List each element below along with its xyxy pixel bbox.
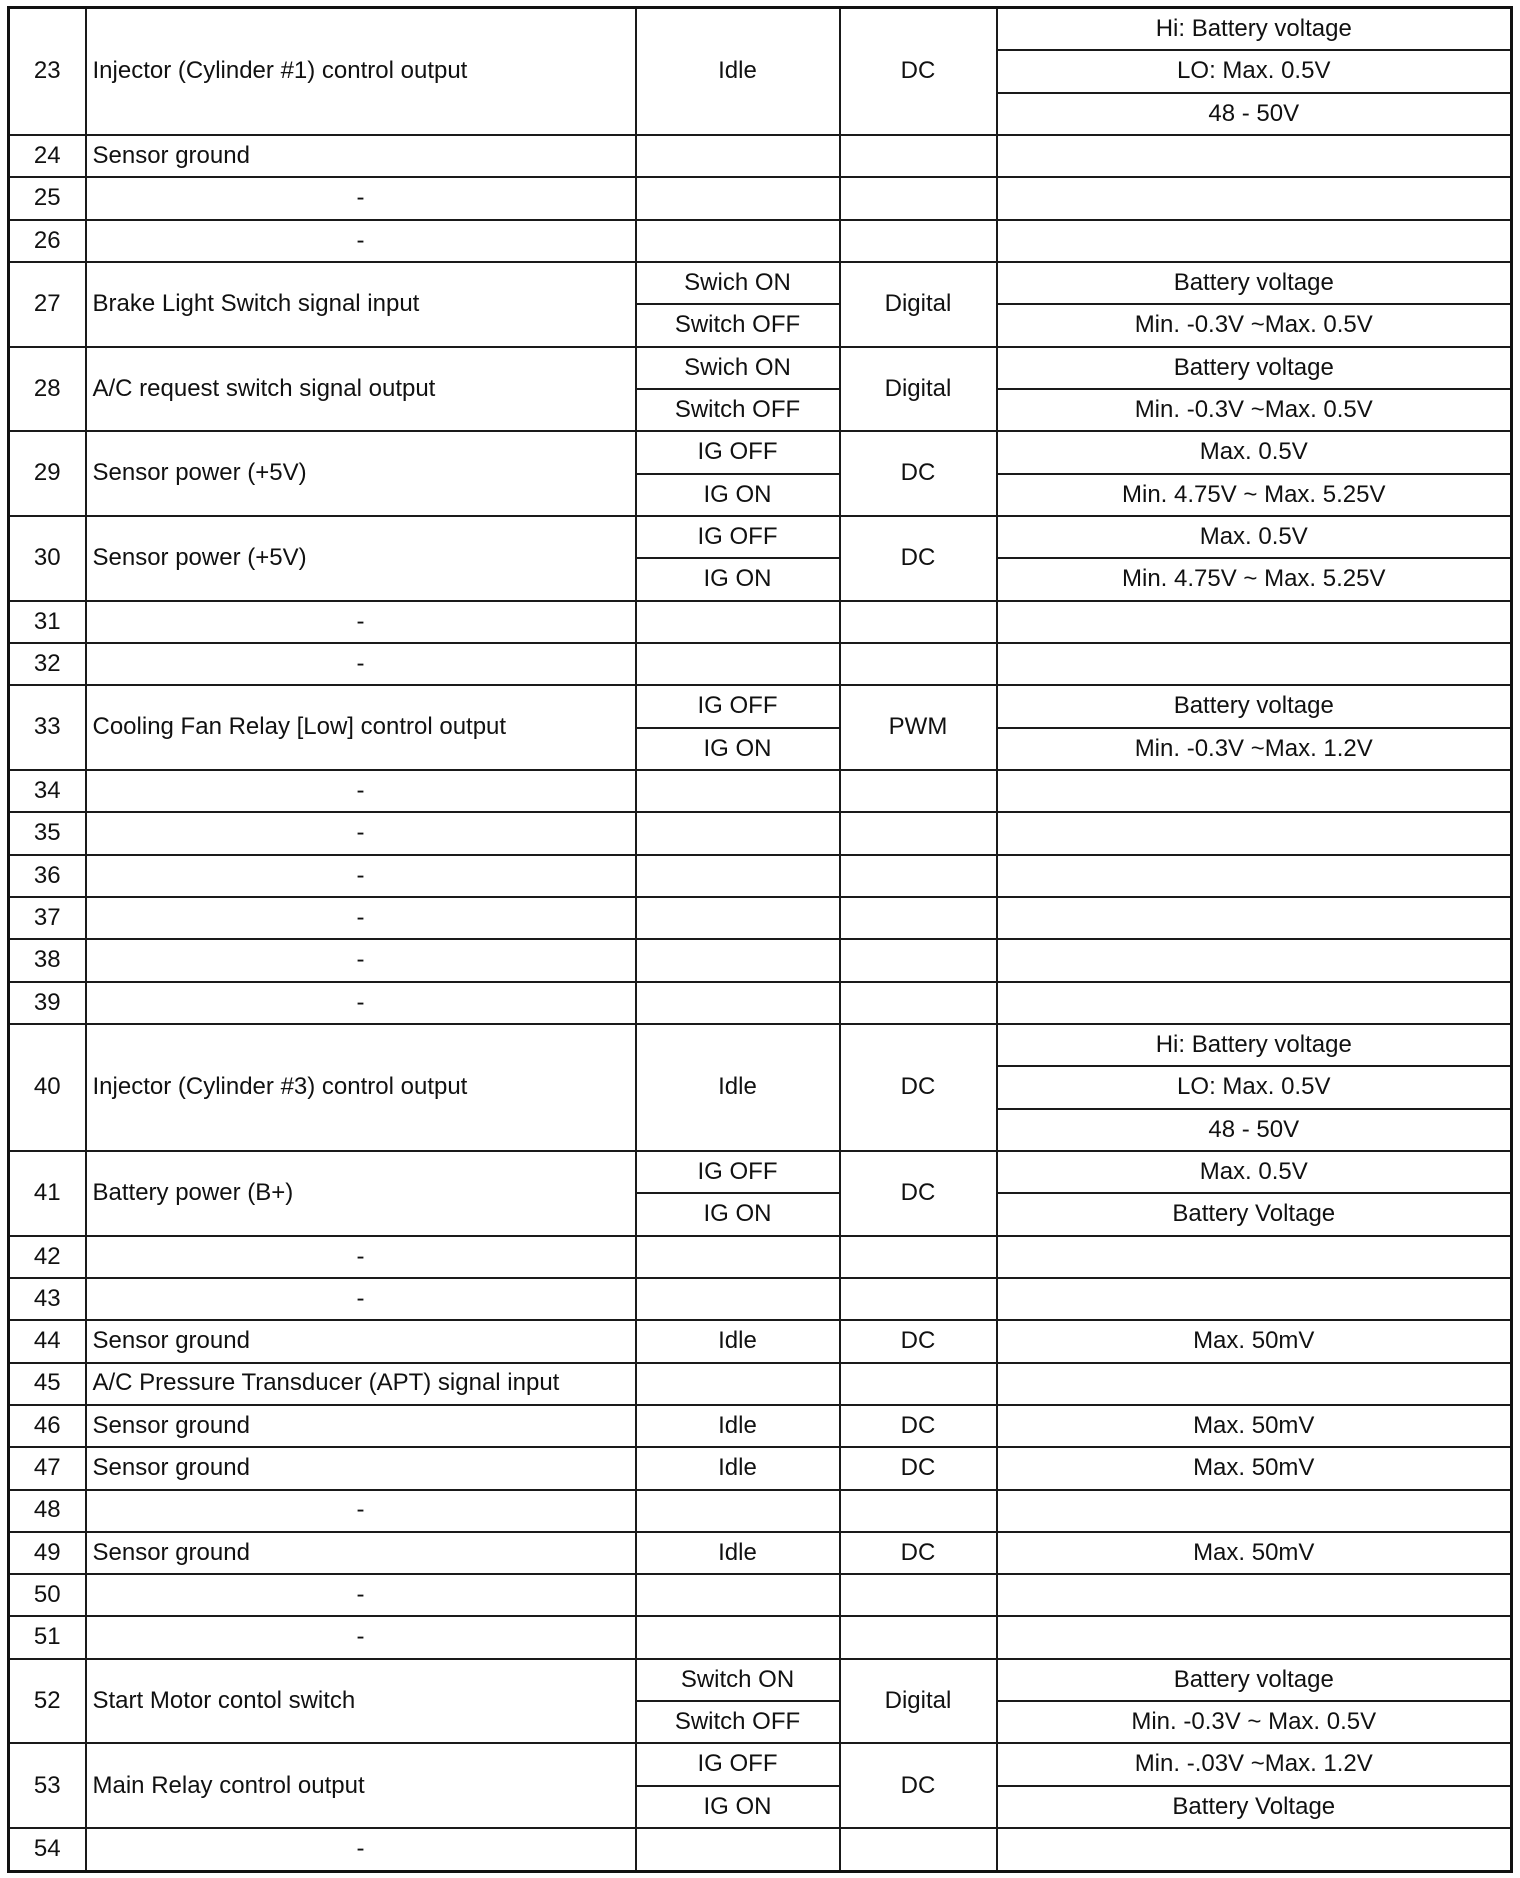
pin-level [997,1616,1512,1658]
pin-signal-type: Digital [840,347,997,432]
pin-number: 47 [9,1447,86,1489]
pin-number: 32 [9,643,86,685]
pin-description: - [86,1490,636,1532]
table-row [9,1024,1512,1066]
table-row [9,685,1512,727]
pin-level [997,982,1512,1024]
pin-signal-type [840,812,997,854]
pin-description: - [86,1574,636,1616]
pin-level: 48 - 50V [997,1109,1512,1151]
pin-description: Brake Light Switch signal input [86,262,636,347]
pin-condition: Switch OFF [636,304,840,346]
pin-signal-type: DC [840,1743,997,1828]
pin-condition [636,855,840,897]
pin-signal-type [840,1236,997,1278]
pin-condition: IG OFF [636,516,840,558]
table-row [9,1659,1512,1701]
pin-signal-type: DC [840,1447,997,1489]
table-row [9,1574,1512,1616]
table-row [9,982,1512,1024]
pin-description: - [86,220,636,262]
pin-level [997,812,1512,854]
pin-level [997,1828,1512,1871]
pin-number: 53 [9,1743,86,1828]
pin-level: Battery voltage [997,262,1512,304]
pin-description: - [86,601,636,643]
pin-condition: IG OFF [636,431,840,473]
pin-level [997,855,1512,897]
pin-signal-type [840,135,997,177]
pin-number: 27 [9,262,86,347]
pin-condition [636,982,840,1024]
pin-condition [636,812,840,854]
pin-level: Hi: Battery voltage [997,8,1512,51]
pin-number: 39 [9,982,86,1024]
pin-level: Max. 0.5V [997,516,1512,558]
pin-condition [636,1490,840,1532]
pin-signal-type [840,1616,997,1658]
pin-condition [636,220,840,262]
pin-level [997,177,1512,219]
pin-condition: IG OFF [636,1743,840,1785]
pin-level: Max. 50mV [997,1320,1512,1362]
pin-number: 44 [9,1320,86,1362]
pin-number: 26 [9,220,86,262]
pin-condition: Idle [636,1320,840,1362]
pin-level: 48 - 50V [997,93,1512,135]
pin-level [997,220,1512,262]
table-row [9,1405,1512,1447]
pin-signal-type: DC [840,1024,997,1151]
pin-number: 30 [9,516,86,601]
pin-number: 25 [9,177,86,219]
pin-description: Sensor ground [86,1320,636,1362]
pin-number: 37 [9,897,86,939]
pin-level [997,1363,1512,1405]
pin-number: 28 [9,347,86,432]
pin-description: A/C Pressure Transducer (APT) signal input [86,1363,636,1405]
table-row [9,1616,1512,1658]
pin-level: Max. 50mV [997,1447,1512,1489]
pin-condition [636,1278,840,1320]
pin-level: Max. 50mV [997,1405,1512,1447]
pin-level: Min. -0.3V ~ Max. 0.5V [997,1701,1512,1743]
pin-level [997,643,1512,685]
pin-number: 48 [9,1490,86,1532]
pin-signal-type: DC [840,1532,997,1574]
table-row [9,262,1512,304]
pin-number: 42 [9,1236,86,1278]
pin-number: 46 [9,1405,86,1447]
pin-condition: IG OFF [636,685,840,727]
pin-description: Sensor power (+5V) [86,431,636,516]
table-row [9,1236,1512,1278]
pin-condition: Idle [636,1447,840,1489]
table-row [9,1743,1512,1785]
table-row [9,1532,1512,1574]
pin-signal-type [840,939,997,981]
pin-description: Injector (Cylinder #1) control output [86,8,636,136]
pin-level [997,897,1512,939]
pin-number: 36 [9,855,86,897]
table-row [9,897,1512,939]
pin-description: Injector (Cylinder #3) control output [86,1024,636,1151]
pin-number: 38 [9,939,86,981]
pin-level: LO: Max. 0.5V [997,50,1512,92]
pin-signal-type [840,982,997,1024]
table-row [9,1151,1512,1193]
pin-signal-type: DC [840,1151,997,1236]
table-row [9,939,1512,981]
pin-condition [636,177,840,219]
pin-number: 54 [9,1828,86,1871]
pin-description: Battery power (B+) [86,1151,636,1236]
pin-condition [636,643,840,685]
pin-description: Sensor ground [86,1532,636,1574]
pin-signal-type [840,770,997,812]
pin-number: 24 [9,135,86,177]
pin-signal-type [840,1828,997,1871]
pin-level: Min. -.03V ~Max. 1.2V [997,1743,1512,1785]
pin-signal-type [840,1574,997,1616]
pin-condition: Idle [636,1532,840,1574]
pin-description: - [86,177,636,219]
table-row [9,1447,1512,1489]
pin-number: 33 [9,685,86,770]
pin-condition: IG ON [636,728,840,770]
table-row [9,1828,1512,1871]
pin-signal-type: Digital [840,1659,997,1744]
pin-number: 49 [9,1532,86,1574]
pin-number: 51 [9,1616,86,1658]
pin-level: Battery Voltage [997,1786,1512,1828]
pin-condition [636,770,840,812]
table-row [9,177,1512,219]
pin-number: 45 [9,1363,86,1405]
pin-signal-type: DC [840,1405,997,1447]
pin-condition: Idle [636,8,840,136]
pin-description: Sensor ground [86,135,636,177]
pin-description: Cooling Fan Relay [Low] control output [86,685,636,770]
pin-level [997,1236,1512,1278]
pin-level: Min. -0.3V ~Max. 0.5V [997,389,1512,431]
pin-level: Battery voltage [997,347,1512,389]
pin-condition: IG ON [636,1786,840,1828]
pin-level: LO: Max. 0.5V [997,1066,1512,1108]
pin-signal-type: DC [840,8,997,136]
table-row [9,8,1512,51]
pin-level [997,1574,1512,1616]
pin-signal-type [840,643,997,685]
pin-signal-type [840,601,997,643]
pin-signal-type [840,855,997,897]
table-row [9,1278,1512,1320]
pin-condition: IG ON [636,558,840,600]
pin-signal-type: Digital [840,262,997,347]
pin-condition: IG ON [636,1193,840,1235]
pin-level: Max. 0.5V [997,431,1512,473]
pin-level: Min. -0.3V ~Max. 0.5V [997,304,1512,346]
pin-condition [636,1616,840,1658]
pin-signal-type: DC [840,1320,997,1362]
pin-signal-type [840,897,997,939]
pin-signal-type: DC [840,431,997,516]
pin-condition: Switch OFF [636,389,840,431]
pin-description: Sensor power (+5V) [86,516,636,601]
table-row [9,1320,1512,1362]
pin-description: A/C request switch signal output [86,347,636,432]
pin-description: - [86,897,636,939]
pin-level: Min. -0.3V ~Max. 1.2V [997,728,1512,770]
pin-condition: Swich ON [636,347,840,389]
pin-description: Sensor ground [86,1447,636,1489]
pin-signal-type [840,1363,997,1405]
pin-condition: Swich ON [636,262,840,304]
pin-signal-type [840,220,997,262]
pin-signal-type [840,1490,997,1532]
table-row [9,135,1512,177]
pin-level: Min. 4.75V ~ Max. 5.25V [997,558,1512,600]
pin-level [997,135,1512,177]
pin-signal-type: DC [840,516,997,601]
pin-description: - [86,1278,636,1320]
pin-level [997,1490,1512,1532]
pin-condition [636,135,840,177]
table-row [9,855,1512,897]
table-row [9,431,1512,473]
pin-description: - [86,855,636,897]
pin-level [997,601,1512,643]
pin-description: Sensor ground [86,1405,636,1447]
pin-number: 40 [9,1024,86,1151]
pin-number: 34 [9,770,86,812]
pin-number: 23 [9,8,86,136]
pin-table [7,6,1513,1873]
pin-description: - [86,939,636,981]
table-row [9,812,1512,854]
pin-description: - [86,982,636,1024]
pin-number: 50 [9,1574,86,1616]
table-row [9,1363,1512,1405]
table-row [9,347,1512,389]
table-row [9,643,1512,685]
pin-condition [636,1828,840,1871]
pin-condition [636,897,840,939]
pin-level [997,1278,1512,1320]
pin-level: Battery voltage [997,1659,1512,1701]
pin-table-body [9,8,1512,1872]
pin-description: - [86,643,636,685]
pin-description: - [86,1828,636,1871]
pin-number: 29 [9,431,86,516]
pin-level: Hi: Battery voltage [997,1024,1512,1066]
pin-level: Max. 0.5V [997,1151,1512,1193]
pin-level: Max. 50mV [997,1532,1512,1574]
pin-signal-type [840,177,997,219]
pin-description: - [86,1236,636,1278]
pin-description: - [86,770,636,812]
pin-number: 52 [9,1659,86,1744]
pin-condition: Idle [636,1405,840,1447]
pin-level: Battery voltage [997,685,1512,727]
table-row [9,770,1512,812]
pin-number: 41 [9,1151,86,1236]
pin-level: Battery Voltage [997,1193,1512,1235]
pin-description: Main Relay control output [86,1743,636,1828]
table-row [9,601,1512,643]
pin-number: 43 [9,1278,86,1320]
pin-level [997,770,1512,812]
pin-condition [636,1574,840,1616]
pin-level [997,939,1512,981]
table-row [9,1490,1512,1532]
pin-condition: Switch ON [636,1659,840,1701]
pin-condition: IG OFF [636,1151,840,1193]
pin-number: 31 [9,601,86,643]
pin-condition: Switch OFF [636,1701,840,1743]
pin-description: - [86,1616,636,1658]
table-row [9,220,1512,262]
pin-signal-type: PWM [840,685,997,770]
pin-description: - [86,812,636,854]
pin-level: Min. 4.75V ~ Max. 5.25V [997,474,1512,516]
pin-condition [636,601,840,643]
pin-condition: Idle [636,1024,840,1151]
pin-number: 35 [9,812,86,854]
table-row [9,516,1512,558]
pin-condition [636,1363,840,1405]
pin-condition [636,939,840,981]
pin-description: Start Motor contol switch [86,1659,636,1744]
pin-condition [636,1236,840,1278]
pin-signal-type [840,1278,997,1320]
pin-condition: IG ON [636,474,840,516]
